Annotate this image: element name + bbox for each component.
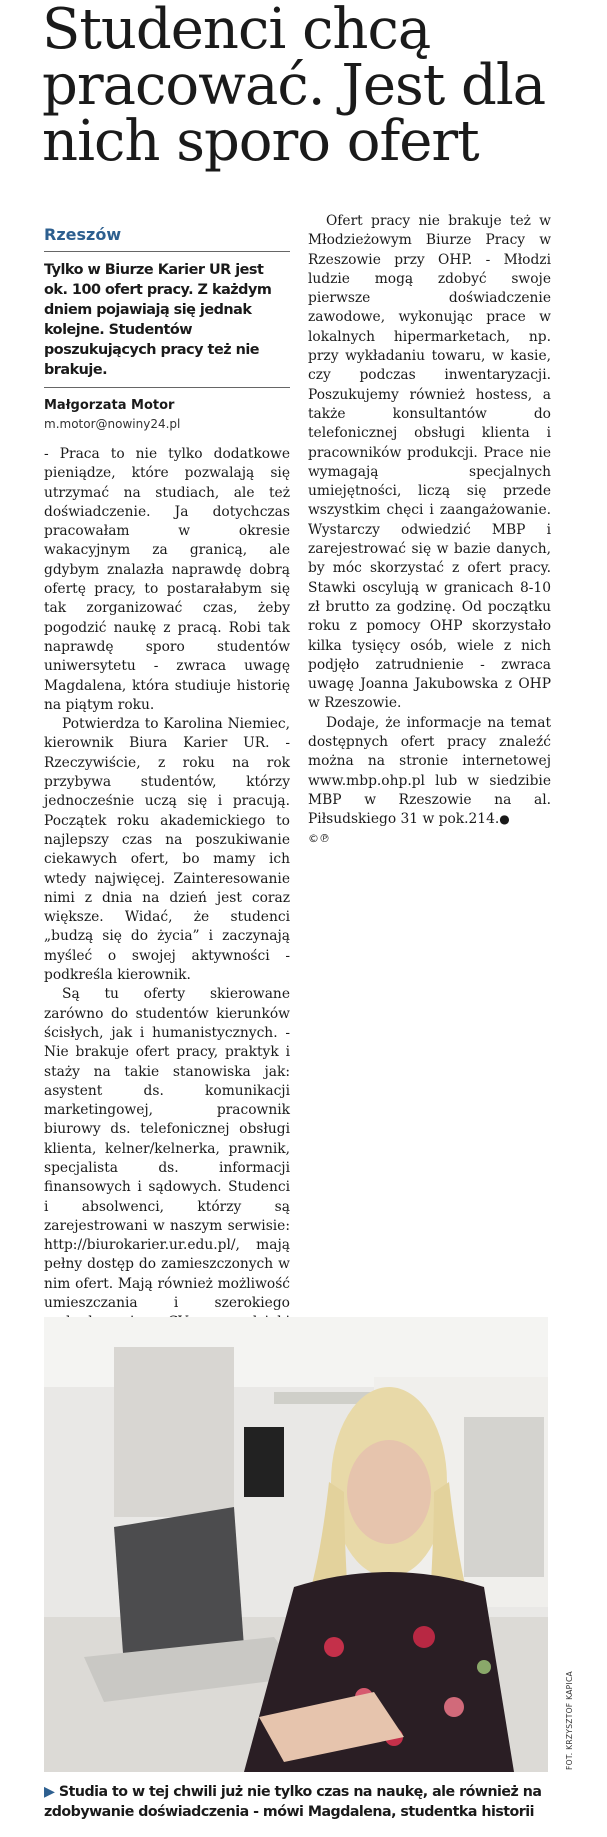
copyright-mark: ©℗ [308, 831, 330, 845]
region-label: Rzeszów [44, 225, 122, 244]
body-paragraph-4: Ofert pracy nie brakuje też w Młodzieżowym Biurze Pracy w Rzeszowie przy OHP. - Młodzi ludzie mogą zdobyć swoje pierwsze doświadczenie zawodowe, wykonując prace w lokalnych hipermarketach, np. przy wykładaniu towaru, w kasie, czy podczas inwentaryzacji. Poszukujemy również hostess, a także konsultantów do telefonicznej obsługi klienta i pracowników produkcji. Prace nie wymagają specjalnych umiejętności, liczą się przede wszystkim chęci i zaangażowanie. Wystarczy odwiedzić MBP i zarejestrować się w bazie danych, by móc skorzystać z ofert pracy. Stawki oscylują w granicach 8-10 zł brutto za godzinę. Od początku roku z pomocy OHP skorzystało kilka tysięcy osób, wiele z nich podjęło zatrudnienie - zwraca uwagę Joanna Jakubowska z OHP w Rzeszowie. [308, 213, 551, 712]
caption-text: Studia to w tej chwili już nie tylko czas na naukę, ale również na zdobywanie doświadczenia - mówi Magdalena, studentka historii [44, 1784, 542, 1820]
body-text-right [308, 212, 551, 830]
left-column [44, 225, 290, 1487]
author-email[interactable]: m.motor@nowiny24.pl [44, 417, 181, 431]
body-paragraph-1: - Praca to nie tylko dodatkowe pieniądze, które pozwalają się utrzymać na studiach, ale też doświadczenie. Ja dotychczas pracowałam w okresie wakacyjnym za granicą, ale gdybym znalazła naprawdę dobrą ofertę pracy, to postarałabym się tak zorganizować czas, żeby pogodzić naukę z pracą. Robi tak naprawdę sporo studentów uniwersytetu - zwraca uwagę Magdalena, która studiuje historię na piątym roku. [44, 446, 290, 713]
author-name: Małgorzata Motor [44, 398, 175, 413]
headline: Studenci chcą pracować. Jest dla nich sporo ofert [42, 0, 546, 174]
body-paragraph-2: Potwierdza to Karolina Niemiec, kierownik Biura Karier UR. - Rzeczywiście, z roku na rok przybywa studentów, którzy jednocześnie uczą się i pracują. Początek roku akademickiego to najlepszy czas na poszukiwanie ciekawych ofert, bo mamy ich wtedy najwięcej. Zainteresowanie nimi z dnia na dzień jest coraz większe. Widać, że studenci „budzą się do życia” i zaczynają myśleć o swojej aktywności - podkreśla kierownik. [44, 716, 290, 984]
body-paragraph-5: Dodaje, że informacje na temat dostępnych ofert pracy znaleźć można na stronie internetowej www.mbp.ohp.pl lub w siedzibie MBP w Rzeszowie na al. Piłsudskiego 31 w pok.214.● [308, 714, 551, 828]
body-paragraph-3: Są tu oferty skierowane zarówno do studentów kierunków ścisłych, jak i humanistycznych. - Nie brakuje ofert pracy, praktyk i staży na takie stanowiska jak: asystent ds. komunikacji marketingowej, pracownik biurowy ds. telefonicznej obsługi klienta, kelner/kelnerka, prawnik, specjalista ds. informacji finansowych i sądowych. Studenci i absolwenci, którzy są zarejestrowani w naszym serwisie: http://biurokarier.ur.edu.pl/, mają pełny dostęp do zamieszczonych w nim ofert. Mają również możliwość umieszczania i szerokiego [44, 986, 290, 1312]
divider [44, 387, 290, 388]
photo-caption [44, 1782, 564, 1822]
end-mark-icon: ● [499, 812, 510, 827]
article-photo [44, 1317, 548, 1772]
lead-paragraph: Tylko w Biurze Karier UR jest ok. 100 ofert pracy. Z każdym dniem pojawiają się jednak kolejne. Studentów poszukujących pracy też nie brakuje. [44, 262, 272, 378]
right-column [308, 212, 551, 845]
caption-arrow-icon: ▶ [44, 1784, 55, 1800]
divider [44, 251, 290, 252]
photo-credit: FOT. KRZYSZTOF KAPICA [565, 1671, 574, 1770]
